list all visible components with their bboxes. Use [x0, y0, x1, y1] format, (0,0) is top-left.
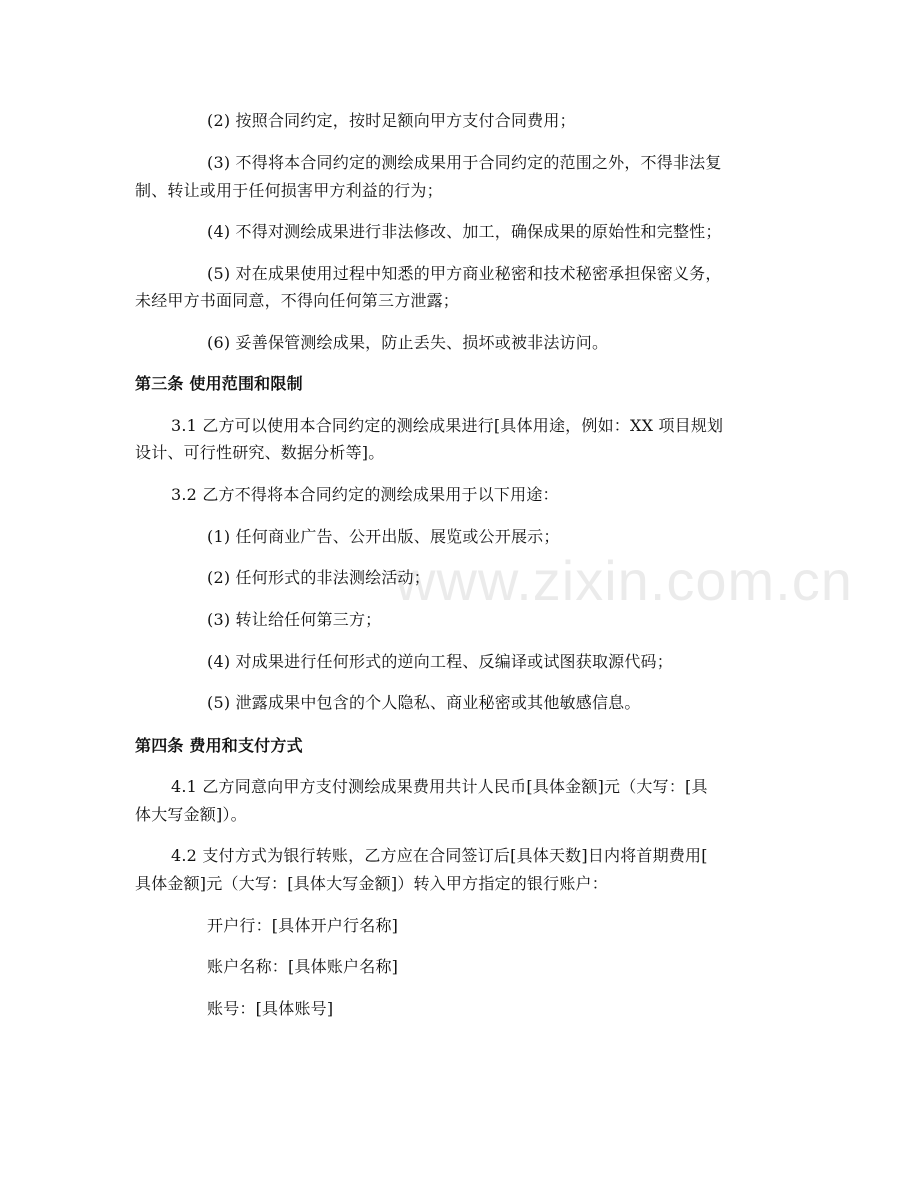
article-3-heading: 第三条 使用范围和限制 — [135, 374, 303, 393]
article-4-heading: 第四条 费用和支付方式 — [135, 736, 303, 755]
clause-4-2-line-1: 4.2 支付方式为银行转账，乙方应在合同签订后[具体天数]日内将首期费用[ — [171, 846, 708, 865]
duty-item-6: (6) 妥善保管测绘成果，防止丢失、损坏或被非法访问。 — [207, 333, 609, 352]
restriction-item-3: (3) 转让给任何第三方； — [207, 610, 382, 629]
bank-name-line: 开户行：[具体开户行名称] — [207, 916, 399, 935]
duty-item-3-line-2: 制、转让或用于任何损害甲方利益的行为； — [135, 181, 443, 200]
duty-item-4: (4) 不得对测绘成果进行非法修改、加工，确保成果的原始性和完整性； — [207, 222, 722, 241]
clause-4-1-line-1: 4.1 乙方同意向甲方支付测绘成果费用共计人民币[具体金额]元（大写：[具 — [171, 777, 708, 796]
duty-item-2: (2) 按照合同约定，按时足额向甲方支付合同费用； — [207, 111, 576, 130]
account-number-line: 账号：[具体账号] — [207, 999, 334, 1018]
clause-4-2-line-2: 具体金额]元（大写：[具体大写金额]）转入甲方指定的银行账户： — [135, 874, 608, 893]
restriction-item-5: (5) 泄露成果中包含的个人隐私、商业秘密或其他敏感信息。 — [207, 693, 641, 712]
duty-item-5-line-1: (5) 对在成果使用过程中知悉的甲方商业秘密和技术秘密承担保密义务， — [207, 264, 722, 283]
clause-3-1-line-2: 设计、可行性研究、数据分析等]。 — [135, 443, 385, 462]
duty-item-3-line-1: (3) 不得将本合同约定的测绘成果用于合同约定的范围之外，不得非法复 — [207, 153, 722, 172]
duty-item-5-line-2: 未经甲方书面同意，不得向任何第三方泄露； — [135, 291, 460, 310]
restriction-item-1: (1) 任何商业广告、公开出版、展览或公开展示； — [207, 527, 560, 546]
clause-4-1-line-2: 体大写金额]）。 — [135, 805, 247, 824]
account-name-line: 账户名称：[具体账户名称] — [207, 957, 399, 976]
clause-3-2: 3.2 乙方不得将本合同约定的测绘成果用于以下用途： — [171, 485, 559, 504]
restriction-item-4: (4) 对成果进行任何形式的逆向工程、反编译或试图获取源代码； — [207, 652, 673, 671]
restriction-item-2: (2) 任何形式的非法测绘活动； — [207, 568, 430, 587]
clause-3-1-line-1: 3.1 乙方可以使用本合同约定的测绘成果进行[具体用途，例如：XX 项目规划 — [171, 416, 724, 435]
watermark: www.zixin.com.cn — [395, 549, 853, 612]
